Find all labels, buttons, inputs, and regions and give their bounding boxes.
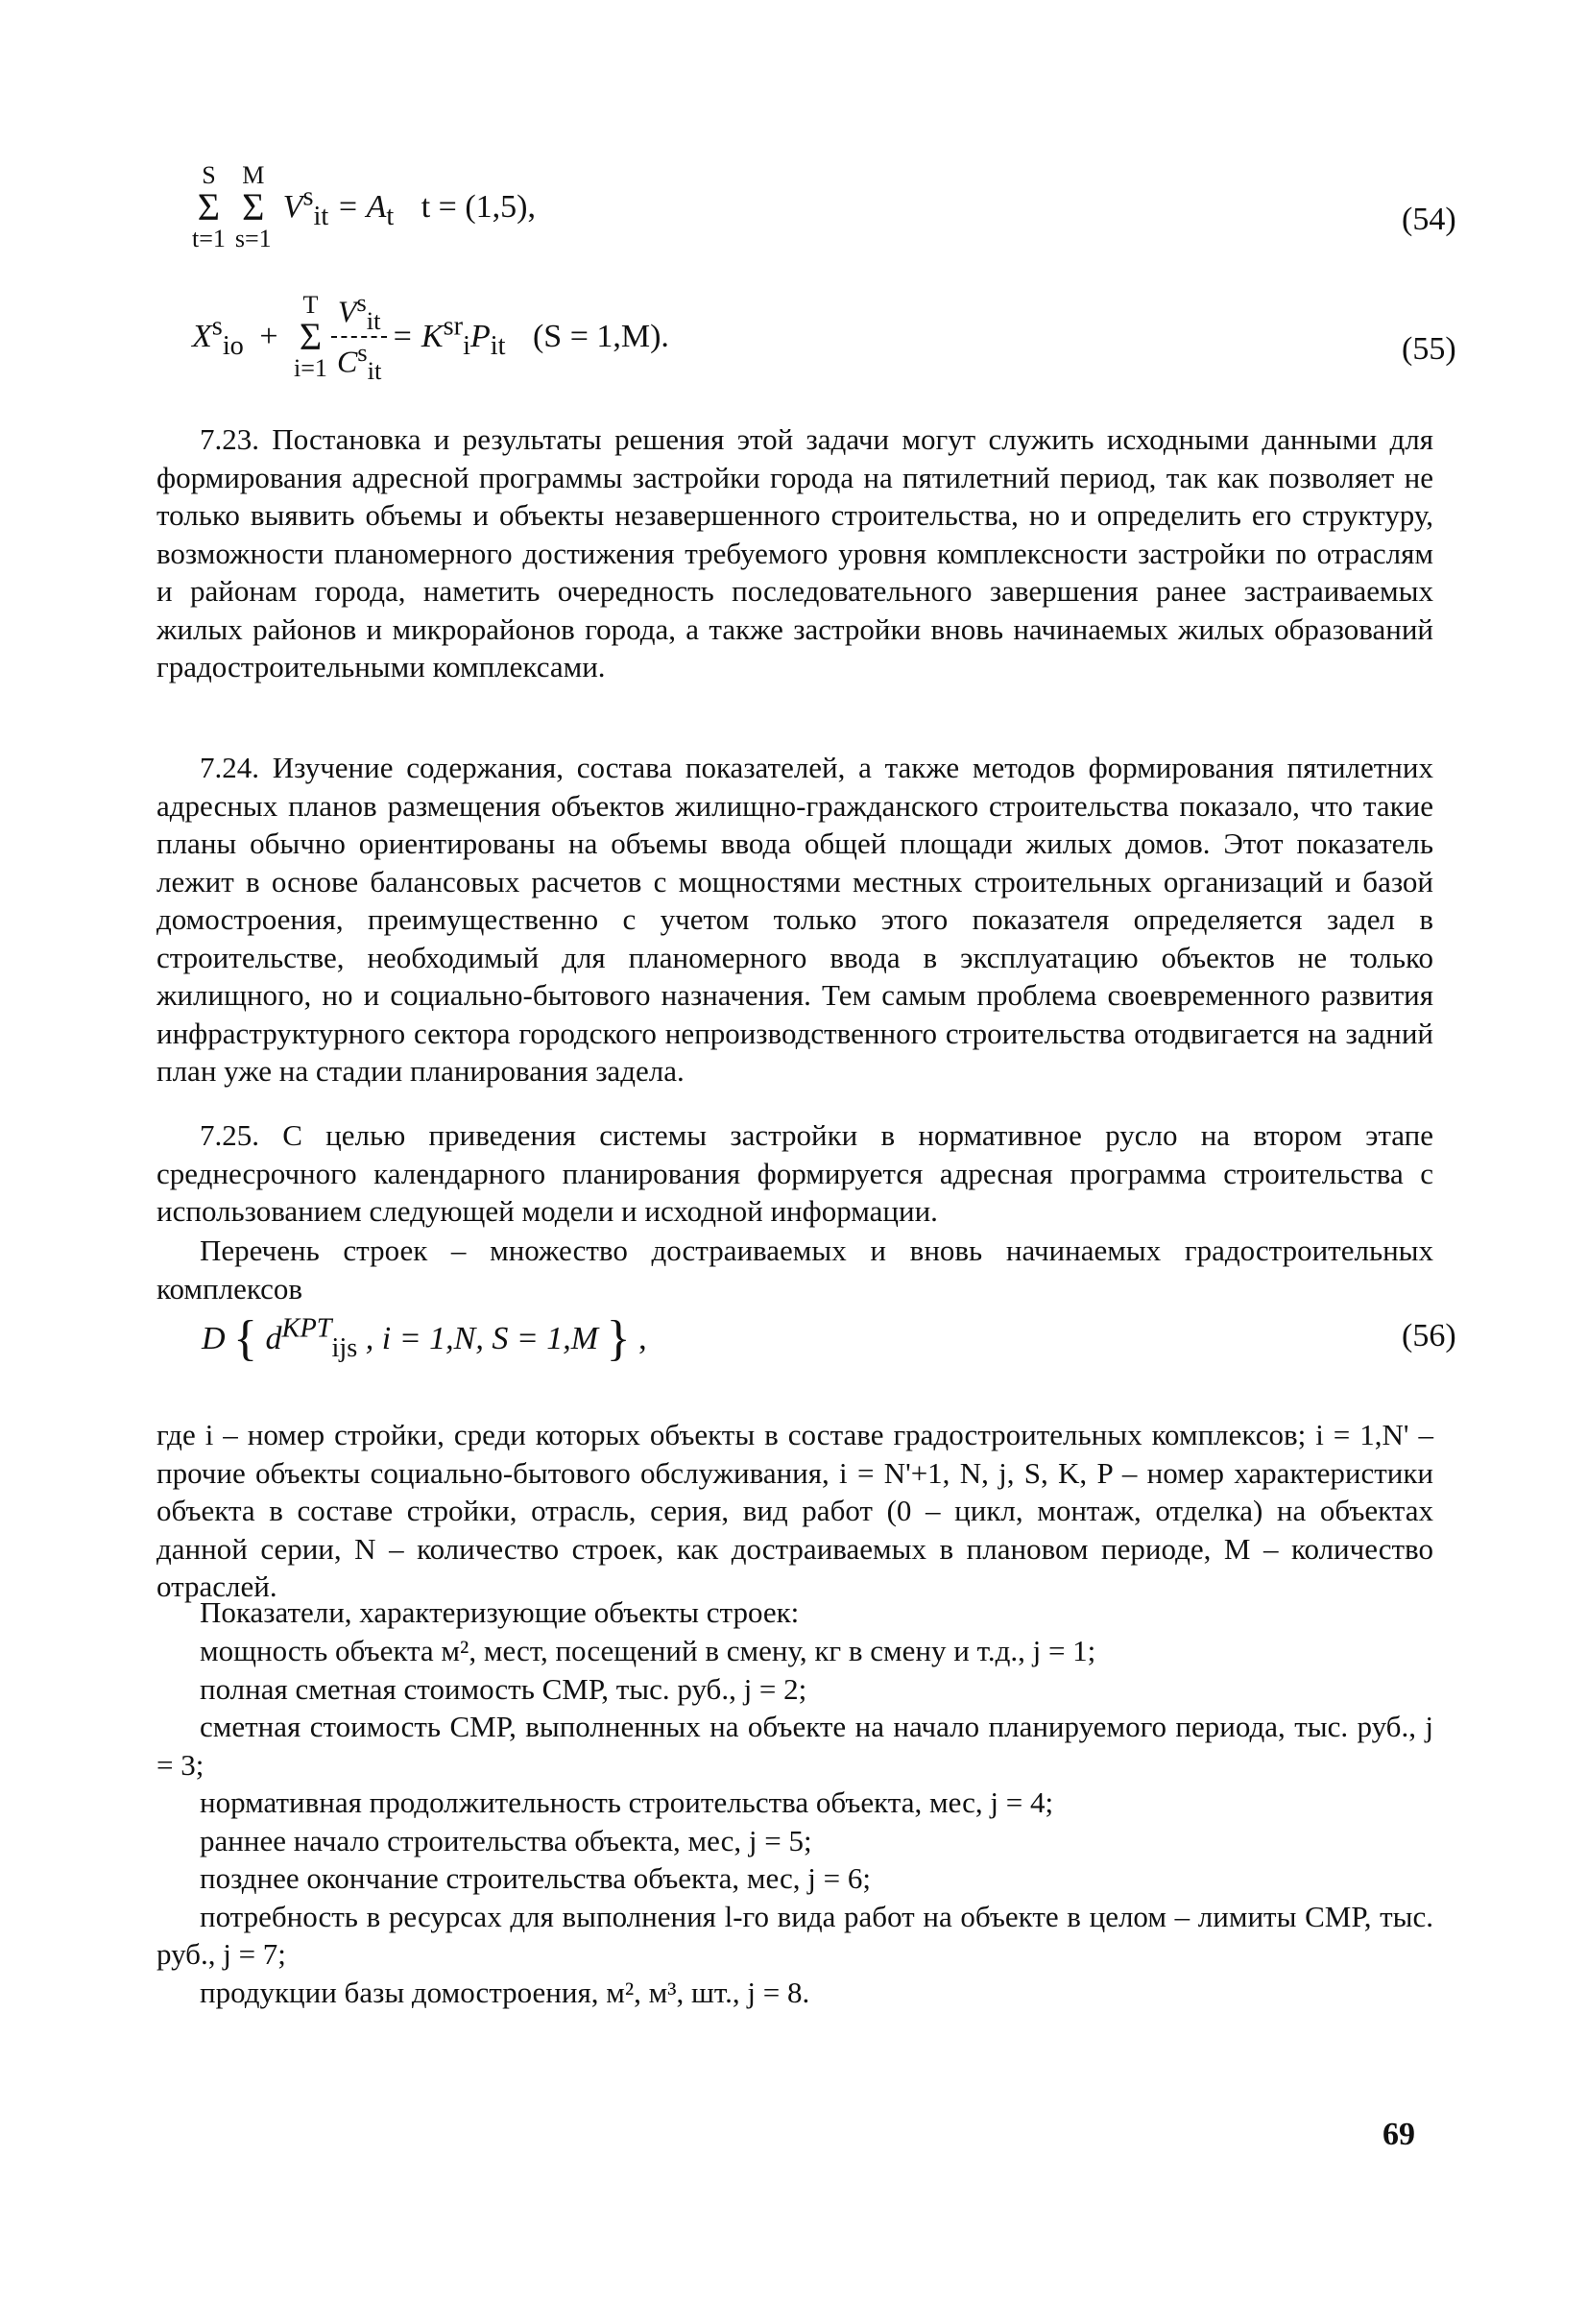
superscript: sr bbox=[443, 311, 464, 342]
equation-54 bbox=[192, 161, 1456, 307]
variable-v: V bbox=[282, 189, 303, 226]
variable-d: D bbox=[202, 1321, 226, 1356]
rhs-a: = A bbox=[336, 189, 387, 226]
equation-56 bbox=[202, 1310, 1456, 1406]
equation-number: (56) bbox=[1402, 1318, 1456, 1354]
superscript: s bbox=[357, 338, 368, 368]
paragraph-indicators: Показатели, характеризующие объекты строек: bbox=[200, 1595, 800, 1629]
superscript: s bbox=[302, 181, 314, 212]
subscript: ijs bbox=[331, 1332, 358, 1363]
paragraph-7-25: 7.25. С целью приведения системы застройки в нормативное русло на втором этапе среднесрочного календарного планирования формируется адресная программа строительства с использованием следующей модели и исходной информации. bbox=[156, 1118, 1433, 1228]
list-item: сметная стоимость СМР, выполненных на объекте на начало планируемого периода, тыс. руб., j = 3; bbox=[156, 1710, 1433, 1782]
fraction-numerator bbox=[331, 288, 388, 338]
sum-upper-limit: S bbox=[202, 161, 216, 189]
sigma-symbol: Σ bbox=[242, 185, 265, 228]
list-item: потребность в ресурсах для выполнения l-го вида работ на объекте в целом – лимиты СМР, тыс. руб., j = 7; bbox=[156, 1899, 1433, 1971]
equation-rhs bbox=[391, 311, 669, 362]
index-range: t = (1,5), bbox=[421, 189, 536, 226]
paragraph-7-24: 7.24. Изучение содержания, состава показателей, а также методов формирования пятилетних адресных планов размещения объектов жилищно-гражданского строительства показало, что такие планы обычно ориентированы на объемы ввода общей площади жилых домов. Этот показатель лежит в основе балансовых расчетов с мощностями местных строительных организаций и базой домостроения, преимущественно с учетом только этого показателя определяется задел в строительстве, необходимый для планомерного ввода в эксплуатацию объектов не только жилищного, но и социально-бытового назначения. Тем самым проблема своевременного развития инфраструктурного сектора городского непроизводственного строительства отодвигается на задний план уже на стадии планирования задела. bbox=[156, 751, 1433, 1088]
paragraph-where: где i – номер стройки, среди которых объекты в составе градостроительных комплексов; i = 1,N' – прочие объекты социально-бытового обслуживания, i = N'+1, N, j, S, K, P – номер характеристики объекта в составе стройки, отрасль, серия, вид работ (0 – цикл, монтаж, отделка) на объектах данной серии, N – количество строек, как достраиваемых в плановом периоде, M – количество отраслей. bbox=[156, 1418, 1433, 1603]
sum-operator-outer bbox=[192, 163, 226, 252]
sum-operator-inner bbox=[235, 163, 272, 252]
variable-d-lower: d bbox=[265, 1321, 282, 1356]
sum-lower-limit: s=1 bbox=[234, 225, 272, 252]
list-item: мощность объекта м², мест, посещений в смену, кг в смену и т.д., j = 1; bbox=[200, 1634, 1096, 1667]
index-condition: , i = 1,N, S = 1,M bbox=[365, 1321, 599, 1356]
index-range: (S = 1,M). bbox=[532, 319, 669, 355]
equation-number: (55) bbox=[1402, 331, 1456, 367]
page-number: 69 bbox=[1383, 2117, 1415, 2152]
variable-v: V bbox=[337, 294, 357, 329]
equation-number: (54) bbox=[1402, 202, 1456, 237]
left-brace: { bbox=[233, 1311, 258, 1366]
superscript: s bbox=[356, 288, 367, 317]
sum-upper-limit: M bbox=[242, 161, 265, 189]
subscript: it bbox=[313, 202, 329, 232]
indicators-list bbox=[156, 1632, 1433, 2011]
list-item: раннее начало строительства объекта, мес, j = 5; bbox=[200, 1823, 812, 1857]
subscript: i bbox=[463, 331, 470, 362]
list-item: продукции базы домостроения, м², м³, шт., j = 8. bbox=[200, 1975, 810, 2009]
equation-lhs bbox=[192, 311, 294, 362]
superscript-p: P bbox=[300, 1313, 317, 1344]
fraction-denominator bbox=[331, 338, 388, 386]
subscript: it bbox=[490, 331, 506, 362]
list-item: нормативная продолжительность строительства объекта, мес, j = 4; bbox=[200, 1785, 1054, 1819]
paragraph-list-intro: Перечень строек – множество достраиваемых и вновь начинаемых градостроительных комплексов bbox=[156, 1234, 1433, 1306]
equation-tail: , bbox=[638, 1321, 647, 1356]
subscript: io bbox=[222, 331, 244, 362]
rhs-k: = K bbox=[391, 319, 444, 355]
list-item: позднее окончание строительства объекта, мес, j = 6; bbox=[200, 1861, 871, 1895]
subscript: it bbox=[366, 306, 381, 336]
superscript-k: K bbox=[281, 1313, 301, 1344]
subscript: it bbox=[367, 356, 382, 386]
superscript: s bbox=[211, 311, 223, 342]
sum-operator bbox=[294, 293, 327, 381]
paragraph-7-23: 7.23. Постановка и результаты решения этой задачи могут служить исходными данными для формирования адресной программы застройки города на пятилетний период, так как позволяет не только выявить объемы и объекты незавершенного строительства, но и определить его структуру, возможности планомерного достижения требуемого уровня комплексности застройки по отраслям и районам города, наметить очередность последовательного завершения ранее застраиваемых жилых районов и микрорайонов города, а также застройки вновь начинаемых жилых образований градостроительными комплексами. bbox=[156, 422, 1433, 683]
variable-x: X bbox=[192, 319, 212, 355]
plus-sign: + bbox=[259, 319, 278, 355]
subscript: t bbox=[386, 202, 395, 232]
fraction bbox=[331, 288, 388, 386]
variable-p: P bbox=[469, 319, 491, 355]
sum-lower-limit: i=1 bbox=[294, 354, 327, 383]
variable-c: C bbox=[336, 344, 358, 379]
right-brace: } bbox=[606, 1311, 631, 1366]
equation-55 bbox=[192, 288, 1456, 432]
sigma-symbol: Σ bbox=[299, 315, 323, 359]
list-item: полная сметная стоимость СМР, тыс. руб., j = 2; bbox=[200, 1671, 807, 1706]
superscript-t: T bbox=[316, 1313, 332, 1344]
sigma-symbol: Σ bbox=[197, 185, 221, 228]
equation-body bbox=[282, 181, 536, 232]
sum-lower-limit: t=1 bbox=[192, 225, 226, 252]
sum-upper-limit: T bbox=[302, 291, 319, 320]
equation-body bbox=[202, 1311, 647, 1366]
